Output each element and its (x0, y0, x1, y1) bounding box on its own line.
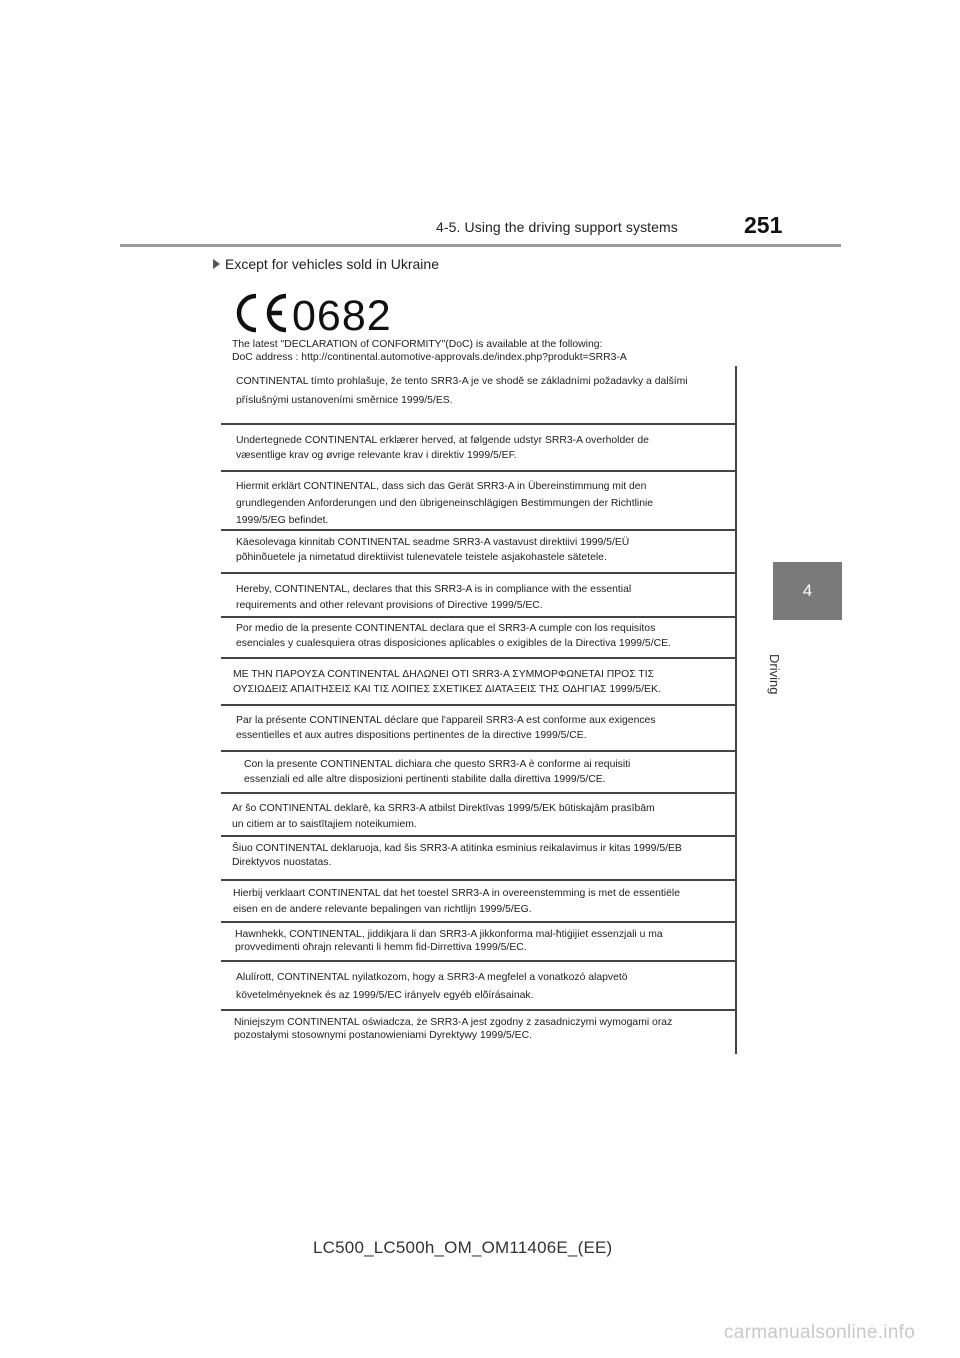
doc-notice-line1: The latest "DECLARATION of CONFORMITY"(DoC) is available at the following: (232, 339, 603, 350)
declaration-line: Direktyvos nuostatas. (232, 857, 332, 868)
declaration-line: grundlegenden Anforderungen und den übrigeneinschlägigen Bestimmungen der Richtlinie (236, 498, 654, 509)
chapter-number: 4 (802, 581, 813, 600)
doc-notice-line2: DoC address : http://continental.automotive-approvals.de/index.php?produkt=SRR3-A (232, 352, 627, 363)
declaration-line: eisen en de andere relevante bepalingen van richtlijn 1999/5/EG. (233, 904, 532, 915)
ce-e-glyph (268, 296, 286, 330)
declaration-it (221, 754, 735, 794)
declaration-line: ΟΥΣΙΩΔΕΙΣ ΑΠΑΙΤΗΣΕΙΣ ΚΑΙ ΤΙΣ ΛΟΙΠΕΣ ΣΧΕΤΙΚΕΣ ΔΙΑΤΑΞΕΙΣ ΤΗΣ ΟΔΗΓΙΑΣ 1999/5/ΕΚ. (233, 684, 661, 695)
bullet-heading-text: Except for vehicles sold in Ukraine (225, 256, 439, 272)
declaration-line: Par la présente CONTINENTAL déclare que l'appareil SRR3-A est conforme aux exigences (236, 715, 656, 726)
header-divider (120, 244, 841, 247)
declaration-line: requirements and other relevant provisions of Directive 1999/5/EC. (236, 600, 543, 611)
declaration-el (221, 661, 735, 706)
declaration-line: Hierbij verklaart CONTINENTAL dat het toestel SRR3-A in overeenstemming is met de essentiële (233, 888, 680, 899)
declaration-nl (221, 883, 735, 923)
triangle-bullet-icon (213, 259, 220, 269)
declaration-lt (221, 839, 735, 881)
chapter-label: Driving (767, 654, 782, 695)
declaration-hu (221, 964, 735, 1011)
chapter-tab (773, 562, 842, 620)
declaration-mt (221, 925, 735, 962)
declaration-line: væsentlige krav og øvrige relevante krav i direktiv 1999/5/EF. (236, 450, 517, 461)
declaration-line: põhinõuetele ja nimetatud direktiivist tulenevatele teistele asjakohastele sätetele. (236, 552, 607, 563)
declaration-line: CONTINENTAL tímto prohlašuje, že tento SRR3-A je ve shodě se základními požadavky a dalšími (236, 376, 688, 387)
declaration-en (221, 576, 735, 618)
declaration-line: Por medio de la presente CONTINENTAL declara que el SRR3-A cumple con los requisitos (236, 623, 656, 634)
declaration-fr (221, 708, 735, 752)
declaration-da (221, 427, 735, 472)
doc-notice (232, 338, 627, 364)
declaration-line: Undertegnede CONTINENTAL erklærer herved, at følgende udstyr SRR3-A overholder de (236, 435, 649, 446)
section-title: 4-5. Using the driving support systems (436, 219, 678, 235)
declaration-line: 1999/5/EG befindet. (236, 515, 329, 526)
declarations-box (221, 366, 737, 1054)
ce-mark-logo (232, 290, 408, 336)
declaration-line: esenciales y cualesquiera otras disposiciones aplicables o exigibles de la Directiva 1999/5/CE. (236, 638, 671, 649)
ce-notified-body-number: 0682 (292, 292, 392, 336)
declaration-line: Alulírott, CONTINENTAL nyilatkozom, hogy a SRR3-A megfelel a vonatkozó alapvetö (236, 972, 628, 983)
declaration-line: Hereby, CONTINENTAL, declares that this SRR3-A is in compliance with the essential (236, 584, 632, 595)
declaration-line: ΜΕ ΤΗΝ ΠΑΡΟΥΣΑ CONTINENTAL ΔΗΛΩΝΕΙ ΟΤΙ SRR3-A ΣΥΜΜΟΡΦΩΝΕΤΑΙ ΠΡΟΣ ΤΙΣ (233, 669, 655, 680)
declaration-line: követelményeknek és az 1999/5/EC irányelv egyéb elõírásainak. (236, 990, 534, 1001)
declaration-pl (221, 1013, 735, 1054)
declaration-cs (221, 366, 735, 425)
declaration-line: provvedimenti oħrajn relevanti li hemm fid-Dirrettiva 1999/5/EC. (235, 942, 527, 953)
declaration-line: Hawnhekk, CONTINENTAL, jiddikjara li dan SRR3-A jikkonforma mal-ħtiġijiet essenzjali u ma (235, 929, 663, 940)
declaration-es (221, 620, 735, 659)
declaration-line: Ar šo CONTINENTAL deklarē, ka SRR3-A atbilst Direktīvas 1999/5/EK būtiskajām prasībām (232, 803, 655, 814)
watermark: carmanualsonline.info (724, 1322, 916, 1343)
declaration-line: un citiem ar to saistītajiem noteikumiem. (232, 819, 417, 830)
declaration-lv (221, 796, 735, 837)
declaration-line: příslušnými ustanoveními směrnice 1999/5/ES. (236, 395, 453, 406)
declaration-line: pozostałymi stosownymi postanowieniami Dyrektywy 1999/5/EC. (234, 1030, 532, 1041)
declaration-line: essenziali ed alle altre disposizioni pertinenti stabilite dalla direttiva 1999/5/CE. (244, 774, 606, 785)
declaration-line: Hiermit erklärt CONTINENTAL, dass sich das Gerät SRR3-A in Übereinstimmung mit den (236, 481, 647, 492)
page-number: 251 (744, 212, 783, 238)
declaration-line: Šiuo CONTINENTAL deklaruoja, kad šis SRR3-A atitinka esminius reikalavimus ir kitas 1999/5/EB (232, 843, 682, 854)
ce-c-glyph (239, 296, 256, 330)
declaration-line: Niniejszym CONTINENTAL oświadcza, że SRR3-A jest zgodny z zasadniczymi wymogami oraz (234, 1017, 673, 1028)
declaration-et (221, 532, 735, 574)
model-code: LC500_LC500h_OM_OM11406E_(EE) (313, 1238, 613, 1257)
declaration-de (221, 474, 735, 531)
bullet-heading (213, 256, 439, 272)
declaration-line: Con la presente CONTINENTAL dichiara che questo SRR3-A è conforme ai requisiti (244, 759, 631, 770)
declaration-line: Käesolevaga kinnitab CONTINENTAL seadme SRR3-A vastavust direktiivi 1999/5/EÜ (236, 537, 630, 548)
declaration-line: essentielles et aux autres dispositions pertinentes de la directive 1999/5/CE. (236, 730, 587, 741)
